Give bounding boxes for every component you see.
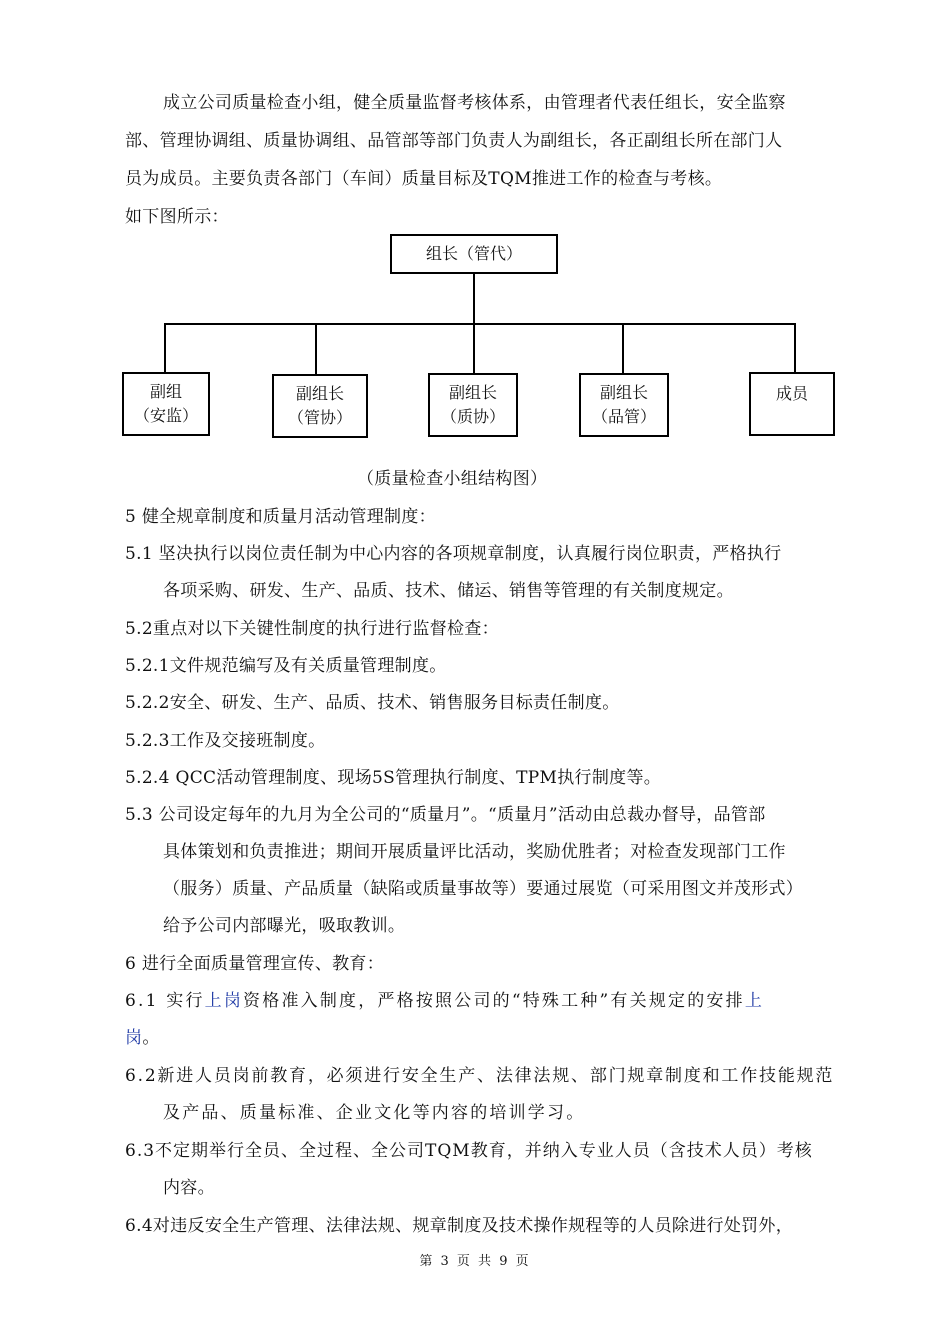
section-6-3-line-2: 内容。 (163, 1178, 215, 1198)
intro-line-2: 部、管理协调组、质量协调组、品管部等部门负责人为副组长，各正副组长所在部门人 (125, 131, 783, 151)
org-connector-root (473, 274, 475, 324)
section-5-2-1: 5.2.1文件规范编写及有关质量管理制度。 (125, 656, 447, 676)
section-6-1-text: 资格准入制度，严格按照公司的“特殊工种”有关规定的安排 (243, 991, 745, 1011)
section-5-heading: 5 健全规章制度和质量月活动管理制度： (125, 507, 436, 527)
section-5-1-line-1: 5.1 坚决执行以岗位责任制为中心内容的各项规章制度，认真履行岗位职责，严格执行 (125, 544, 782, 564)
org-child-3-dept: （质协） (440, 407, 505, 426)
org-child-4-dept: （品管） (591, 407, 656, 426)
section-5-3-line-1: 5.3 公司设定每年的九月为全公司的“质量月”。“质量月”活动由总裁办督导，品管部 (125, 805, 766, 825)
section-5-3-line-2: 具体策划和负责推进；期间开展质量评比活动，奖励优胜者；对检查发现部门工作 (163, 842, 786, 862)
org-child-box-2 (272, 374, 368, 438)
page-number: 第 3 页 共 9 页 (419, 1254, 531, 1269)
on-duty-link-2-cont[interactable]: 岗 (125, 1028, 143, 1048)
intro-line-3: 员为成员。主要负责各部门（车间）质量目标及TQM推进工作的检查与考核。 (125, 169, 723, 189)
section-6-2-line-1: 6.2新进人员岗前教育，必须进行安全生产、法律法规、部门规章制度和工作技能规范 (125, 1066, 835, 1086)
org-child-1-dept: （安监） (133, 406, 198, 425)
org-child-1-title: 副组 (149, 382, 182, 401)
org-child-2-title: 副组长 (295, 384, 344, 403)
section-6-3-line-1: 6.3不定期举行全员、全过程、全公司TQM教育，并纳入专业人员（含技术人员）考核 (125, 1141, 813, 1161)
section-5-1-line-2: 各项采购、研发、生产、品质、技术、储运、销售等管理的有关制度规定。 (163, 581, 734, 601)
org-connector-5 (794, 323, 796, 372)
section-5-2-3: 5.2.3工作及交接班制度。 (125, 731, 326, 751)
org-connector-4 (622, 323, 624, 373)
org-child-4-title: 副组长 (599, 383, 648, 402)
org-connector-3 (473, 323, 475, 373)
section-6-4: 6.4对违反安全生产管理、法律法规、规章制度及技术操作规程等的人员除进行处罚外， (125, 1216, 794, 1236)
org-connector-1 (164, 323, 166, 372)
on-duty-link[interactable]: 上岗 (204, 991, 244, 1011)
org-child-box-1 (122, 372, 210, 436)
org-connector-bus (164, 323, 796, 325)
org-child-box-5 (749, 372, 835, 436)
org-connector-2 (315, 323, 317, 374)
section-5-2-4: 5.2.4 QCC活动管理制度、现场5S管理执行制度、TPM执行制度等。 (125, 768, 662, 788)
intro-line-1: 成立公司质量检查小组，健全质量监督考核体系，由管理者代表任组长，安全监察 (163, 93, 786, 113)
section-6-2-line-2: 及产品、质量标准、企业文化等内容的培训学习。 (163, 1103, 586, 1123)
section-5-2: 5.2重点对以下关键性制度的执行进行监督检查： (125, 619, 499, 639)
section-5-3-line-3: （服务）质量、产品质量（缺陷或质量事故等）要通过展览（可采用图文并茂形式） (163, 879, 804, 899)
section-6-1-end: 。 (142, 1028, 160, 1048)
org-chart-caption: （质量检查小组结构图） (357, 469, 548, 489)
section-5-3-line-4: 给予公司内部曝光，吸取教训。 (163, 916, 406, 936)
on-duty-link-2[interactable]: 上 (744, 991, 765, 1011)
section-5-2-2: 5.2.2安全、研发、生产、品质、技术、销售服务目标责任制度。 (125, 693, 620, 713)
org-child-box-3 (428, 373, 518, 437)
org-child-box-4 (579, 373, 669, 437)
org-child-5-title: 成员 (775, 384, 808, 403)
intro-line-4: 如下图所示： (125, 207, 229, 227)
org-root-label: 组长（管代） (425, 244, 522, 263)
org-root-box (390, 234, 558, 274)
section-6-1-line-2 (125, 1027, 160, 1049)
section-6-heading: 6 进行全面质量管理宣传、教育： (125, 954, 385, 974)
section-6-1-prefix: 6.1 实行 (125, 991, 205, 1011)
org-child-2-dept: （管协） (287, 408, 352, 427)
org-child-3-title: 副组长 (448, 383, 497, 402)
section-6-1-line-1 (125, 990, 764, 1012)
